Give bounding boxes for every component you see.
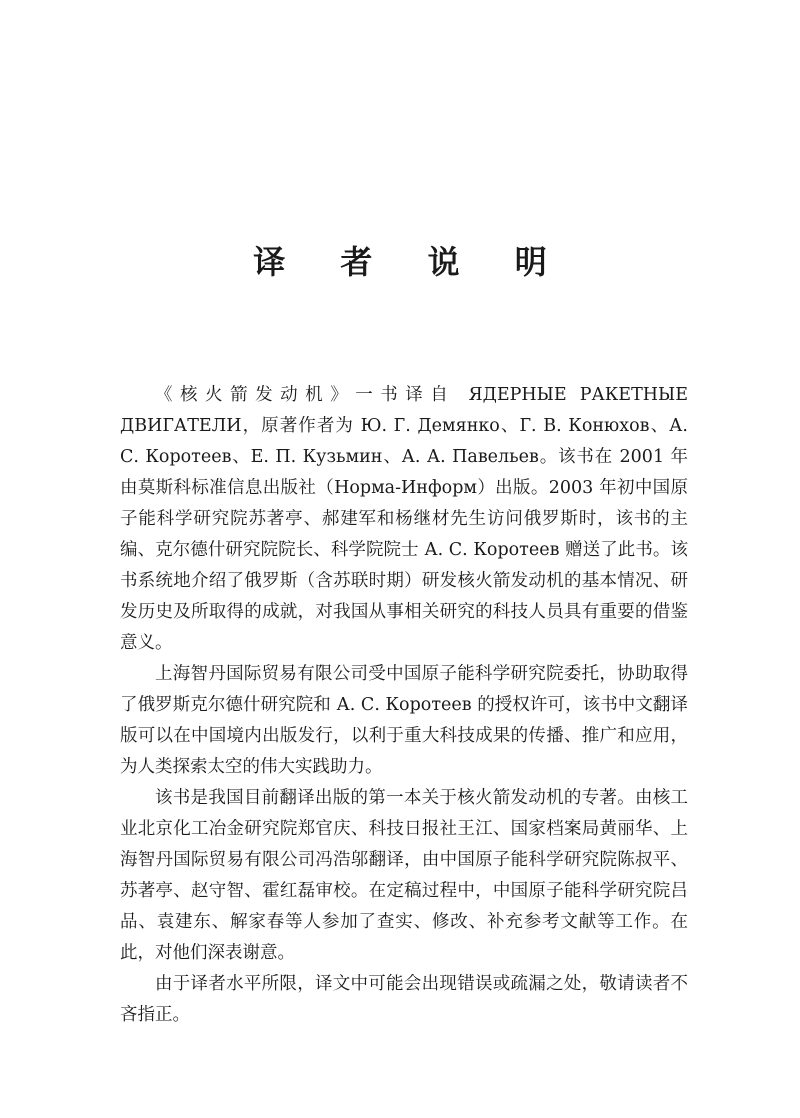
paragraph-4: 由于译者水平所限，译文中可能会出现错误或疏漏之处，敬请读者不吝指正。 [120, 974, 688, 1025]
body-text [120, 380, 688, 1031]
page-title: 译 者 说 明 [253, 243, 569, 281]
paragraph-3: 该书是我国目前翻译出版的第一本关于核火箭发动机的专著。由核工业北京化工冶金研究院郑官庆、科技日报社王江、国家档案局黄丽华、上海智丹国际贸易有限公司冯浩邬翻译，由中国原子能科学研究院陈叔平、苏著亭、赵守智、霍红磊审校。在定稿过程中，中国原子能科学研究院吕品、袁建东、解家春等人参加了查实、修改、补充参考文献等工作。在此，对他们深表谢意。 [120, 788, 688, 963]
paragraph-2: 上海智丹国际贸易有限公司受中国原子能科学研究院委托，协助取得了俄罗斯克尔德什研究院和 А. С. Коротеев 的授权许可，该书中文翻译版可以在中国境内出版发行，以利于重大科技成果的传播、推广和应用，为人类探索太空的伟大实践助力。 [120, 664, 688, 777]
paragraph-1: 《核火箭发动机》一书译自 ЯДЕРНЫЕ РАКЕТНЫЕ ДВИГАТЕЛИ，原著作者为 Ю. Г. Демянко、Г. В. Конюхов、А. С. Коротеев、Е. П. Кузьмин、А. А. Павельев。该书在 2001 年由莫斯科标准信息出版社（Норма-Информ）出版。2003 年初中国原子能科学研究院苏著亭、郝建军和杨继材先生访问俄罗斯时，该书的主编、克尔德什研究院院长、科学院院士 А. С. Коротеев 赠送了此书。该书系统地介绍了俄罗斯（含苏联时期）研发核火箭发动机的基本情况、研发历史及所取得的成就，对我国从事相关研究的科技人员具有重要的借鉴意义。 [120, 385, 688, 653]
